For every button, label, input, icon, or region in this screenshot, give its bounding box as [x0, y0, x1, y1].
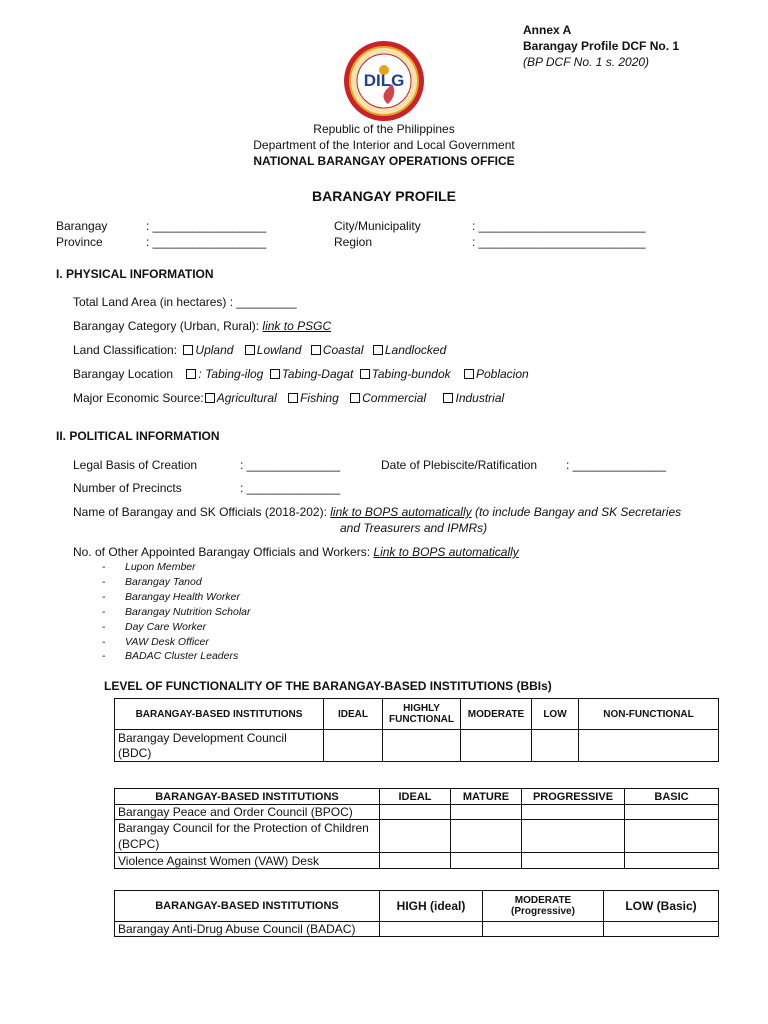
appointed-row [73, 544, 519, 560]
rating-cell[interactable] [451, 820, 522, 853]
legal-basis-label: Legal Basis of Creation [73, 458, 198, 472]
officials-note-cont: and Treasurers and IPMRs) [340, 521, 488, 535]
industrial-option: Industrial [455, 391, 505, 405]
institution-name-cell: Barangay Anti-Drug Abuse Council (BADAC) [115, 922, 380, 937]
list-item: - Barangay Health Worker [102, 590, 250, 605]
badac-table [114, 890, 719, 937]
officials-note: (to include Bangay and SK Secretaries [471, 505, 682, 519]
rating-cell[interactable] [522, 805, 625, 820]
commercial-option: Commercial [362, 391, 427, 405]
table-row [115, 730, 719, 762]
tabing-dagat-checkbox[interactable] [270, 369, 280, 379]
tabing-bundok-checkbox[interactable] [360, 369, 370, 379]
document-header [0, 121, 768, 169]
landlocked-option: Landlocked [384, 343, 447, 357]
political-info-heading: II. POLITICAL INFORMATION [56, 429, 220, 443]
tabing-ilog-checkbox[interactable] [186, 369, 196, 379]
annex-block [523, 22, 679, 70]
table-header-cell: LOW [532, 699, 579, 730]
fishing-checkbox[interactable] [288, 393, 298, 403]
table-header-cell: IDEAL [324, 699, 383, 730]
workers-list [102, 560, 250, 664]
table-header-cell: MATURE [451, 789, 522, 805]
institution-name-cell: Barangay Development Council (BDC) [115, 730, 324, 762]
landlocked-checkbox[interactable] [373, 345, 383, 355]
table-header-cell: MODERATE [461, 699, 532, 730]
fishing-option: Fishing [300, 391, 339, 405]
precincts-field[interactable]: : ______________ [240, 481, 341, 495]
coastal-option: Coastal [322, 343, 364, 357]
list-item: - Barangay Tanod [102, 575, 250, 590]
bpoc-bcpc-vaw-table [114, 788, 719, 869]
rating-cell[interactable] [324, 730, 383, 762]
annex-dcf-number: Barangay Profile DCF No. 1 [523, 39, 680, 53]
legal-basis-field[interactable]: : ______________ [240, 458, 341, 472]
rating-cell[interactable] [451, 853, 522, 869]
physical-info-heading: I. PHYSICAL INFORMATION [56, 267, 214, 281]
officials-bops-link[interactable]: link to BOPS automatically [330, 505, 472, 519]
commercial-checkbox[interactable] [350, 393, 360, 403]
upland-checkbox[interactable] [183, 345, 193, 355]
institution-name-cell: Barangay Council for the Protection of Children (BCPC) [115, 820, 380, 853]
appointed-bops-link[interactable]: Link to BOPS automatically [373, 545, 519, 559]
table-header-cell: HIGH (ideal) [380, 891, 483, 922]
plebiscite-label: Date of Plebiscite/Ratification [381, 458, 538, 472]
page-title: BARANGAY PROFILE [312, 188, 456, 204]
bdc-functionality-table [114, 698, 719, 762]
table-header-row [115, 891, 719, 922]
table-header-cell: BARANGAY-BASED INSTITUTIONS [115, 891, 380, 922]
header-office: NATIONAL BARANGAY OPERATIONS OFFICE [253, 154, 515, 168]
industrial-checkbox[interactable] [443, 393, 453, 403]
table-header-cell: NON-FUNCTIONAL [579, 699, 719, 730]
table-header-cell: BARANGAY-BASED INSTITUTIONS [115, 699, 324, 730]
table-header-cell: PROGRESSIVE [522, 789, 625, 805]
barangay-field[interactable]: : _________________ [146, 219, 267, 233]
table-header-cell: HIGHLY FUNCTIONAL [383, 699, 461, 730]
table-row [115, 853, 719, 869]
province-label: Province [56, 235, 103, 249]
dilg-seal-logo [338, 40, 430, 122]
region-field[interactable]: : _________________________ [472, 235, 646, 249]
table-row [115, 922, 719, 937]
list-item: - Lupon Member [102, 560, 250, 575]
table-header-cell: BARANGAY-BASED INSTITUTIONS [115, 789, 380, 805]
rating-cell[interactable] [625, 805, 719, 820]
table-header-cell: BASIC [625, 789, 719, 805]
rating-cell[interactable] [380, 922, 483, 937]
list-item: - Barangay Nutrition Scholar [102, 605, 250, 620]
city-field[interactable]: : _________________________ [472, 219, 646, 233]
rating-cell[interactable] [383, 730, 461, 762]
rating-cell[interactable] [380, 820, 451, 853]
list-item: - Day Care Worker [102, 620, 250, 635]
tabing-dagat-option: Tabing-Dagat [281, 367, 354, 381]
officials-row [73, 504, 681, 520]
poblacion-checkbox[interactable] [464, 369, 474, 379]
region-label: Region [334, 235, 373, 249]
upland-option: Upland [195, 343, 234, 357]
table-header-cell: LOW (Basic) [604, 891, 719, 922]
table-header-row [115, 789, 719, 805]
province-field[interactable]: : _________________ [146, 235, 267, 249]
rating-cell[interactable] [451, 805, 522, 820]
agricultural-checkbox[interactable] [205, 393, 215, 403]
agricultural-option: Agricultural [216, 391, 277, 405]
appointed-label: No. of Other Appointed Barangay Officials and Workers: [73, 545, 374, 559]
category-label: Barangay Category (Urban, Rural): [73, 319, 263, 333]
precincts-label: Number of Precincts [73, 481, 182, 495]
rating-cell[interactable] [380, 805, 451, 820]
lowland-option: Lowland [256, 343, 302, 357]
tabing-bundok-option: Tabing-bundok [371, 367, 451, 381]
table-header-row [115, 699, 719, 730]
rating-cell[interactable] [625, 853, 719, 869]
table-row [115, 820, 719, 853]
annex-label: Annex A [523, 23, 572, 37]
rating-cell[interactable] [380, 853, 451, 869]
rating-cell[interactable] [522, 820, 625, 853]
city-label: City/Municipality [334, 219, 421, 233]
coastal-checkbox[interactable] [311, 345, 321, 355]
rating-cell[interactable] [461, 730, 532, 762]
header-republic: Republic of the Philippines [313, 122, 455, 136]
lowland-checkbox[interactable] [245, 345, 255, 355]
functionality-heading: LEVEL OF FUNCTIONALITY OF THE BARANGAY-BASED INSTITUTIONS (BBIs) [104, 679, 552, 693]
barangay-category-row [73, 318, 331, 334]
rating-cell[interactable] [604, 922, 719, 937]
economic-source-row [73, 390, 504, 406]
plebiscite-field[interactable]: : ______________ [566, 458, 667, 472]
land-class-label: Land Classification: [73, 343, 178, 357]
location-label: Barangay Location [73, 367, 174, 381]
poblacion-option: Poblacion [475, 367, 529, 381]
table-row [115, 805, 719, 820]
land-area-field[interactable]: Total Land Area (in hectares) : _________ [73, 295, 297, 309]
barangay-location-row [73, 366, 529, 382]
economic-label: Major Economic Source: [73, 391, 204, 405]
barangay-label: Barangay [56, 219, 108, 233]
rating-cell[interactable] [483, 922, 604, 937]
table-header-cell: IDEAL [380, 789, 451, 805]
rating-cell[interactable] [522, 853, 625, 869]
rating-cell[interactable] [532, 730, 579, 762]
list-item: - BADAC Cluster Leaders [102, 649, 250, 664]
land-classification-row [73, 342, 446, 358]
header-department: Department of the Interior and Local Government [253, 138, 515, 152]
table-header-cell: MODERATE (Progressive) [483, 891, 604, 922]
tabing-ilog-option: : Tabing-ilog [198, 367, 264, 381]
dilg-logo-text: DILG [363, 71, 405, 90]
institution-name-cell: Barangay Peace and Order Council (BPOC) [115, 805, 380, 820]
list-item: - VAW Desk Officer [102, 635, 250, 650]
psgc-link[interactable]: link to PSGC [262, 319, 332, 333]
institution-name-cell: Violence Against Women (VAW) Desk [115, 853, 380, 869]
officials-label: Name of Barangay and SK Officials (2018-202): [73, 505, 331, 519]
rating-cell[interactable] [625, 820, 719, 853]
annex-series: (BP DCF No. 1 s. 2020) [523, 55, 650, 69]
rating-cell[interactable] [579, 730, 719, 762]
